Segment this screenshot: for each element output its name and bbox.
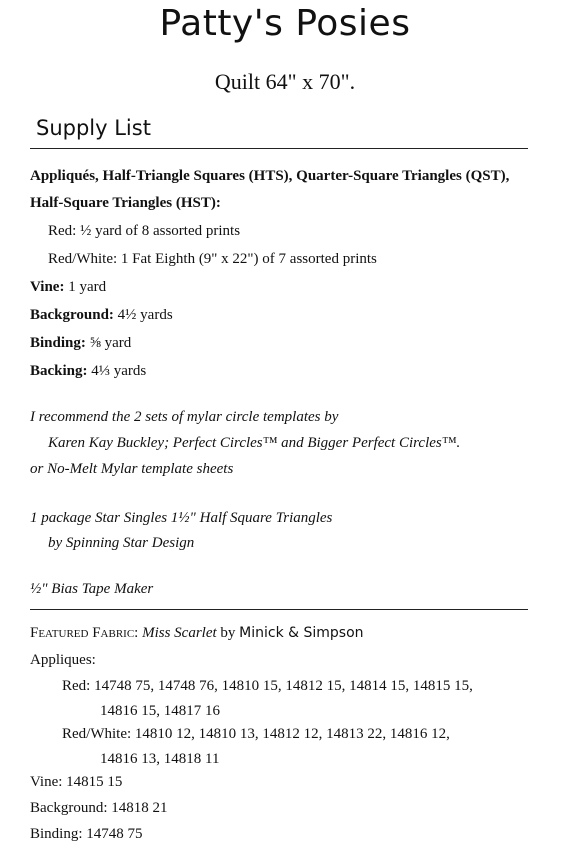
background-value: 4½ yards [117,307,173,323]
divider-top [30,148,528,149]
binding-row [30,333,131,353]
bias-tape-line: ½" Bias Tape Maker [30,581,154,597]
featured-fabric-name: Miss Scarlet [142,625,217,641]
recommend-line2: Karen Kay Buckley; Perfect Circles™ and Bigger Perfect Circles™. [48,435,461,451]
divider-bottom [30,609,528,610]
package-line1: 1 package Star Singles 1½" Half Square Triangles [30,510,333,526]
red-codes-line2: 14816 15, 14817 16 [100,703,220,719]
background-label: Background: [30,307,114,323]
featured-fabric-by: by [220,625,236,641]
red-fabric-line: Red: ½ yard of 8 assorted prints [48,223,241,239]
supply-list-heading: Supply List [36,116,151,140]
binding-label: Binding: [30,335,86,351]
vine-code-line: Vine: 14815 15 [30,774,123,790]
redwhite-codes-line2: 14816 13, 14818 11 [100,751,220,767]
quilt-size-subtitle: Quilt 64" x 70". [214,69,356,94]
featured-fabric-row [30,623,364,643]
featured-fabric-label: Featured Fabric: [30,625,139,641]
featured-fabric-maker: Minick & Simpson [239,625,364,641]
recommend-line1: I recommend the 2 sets of mylar circle templates by [30,409,339,425]
appliques-label: Appliques: [30,652,96,668]
package-line2: by Spinning Star Design [48,535,195,551]
red-codes-line1: Red: 14748 75, 14748 76, 14810 15, 14812 15, 14814 15, 14815 15, [62,678,473,694]
background-code-line: Background: 14818 21 [30,800,168,816]
page-title: Patty's Posies [159,3,411,44]
applique-heading-line2: Half-Square Triangles (HST): [30,195,221,211]
vine-row [30,277,106,297]
binding-code-line: Binding: 14748 75 [30,826,143,842]
recommend-line3: or No-Melt Mylar template sheets [30,461,234,477]
backing-label: Backing: [30,363,88,379]
backing-value: 4⅓ yards [91,363,147,379]
binding-value: ⅝ yard [89,335,132,351]
vine-value: 1 yard [68,279,107,295]
redwhite-fabric-line: Red/White: 1 Fat Eighth (9" x 22") of 7 assorted prints [48,251,377,267]
backing-row [30,361,146,381]
applique-heading-line1: Appliqués, Half-Triangle Squares (HTS), Quarter-Square Triangles (QST), [30,168,510,184]
vine-label: Vine: [30,279,65,295]
background-row [30,305,173,325]
redwhite-codes-line1: Red/White: 14810 12, 14810 13, 14812 12, 14813 22, 14816 12, [62,726,450,742]
